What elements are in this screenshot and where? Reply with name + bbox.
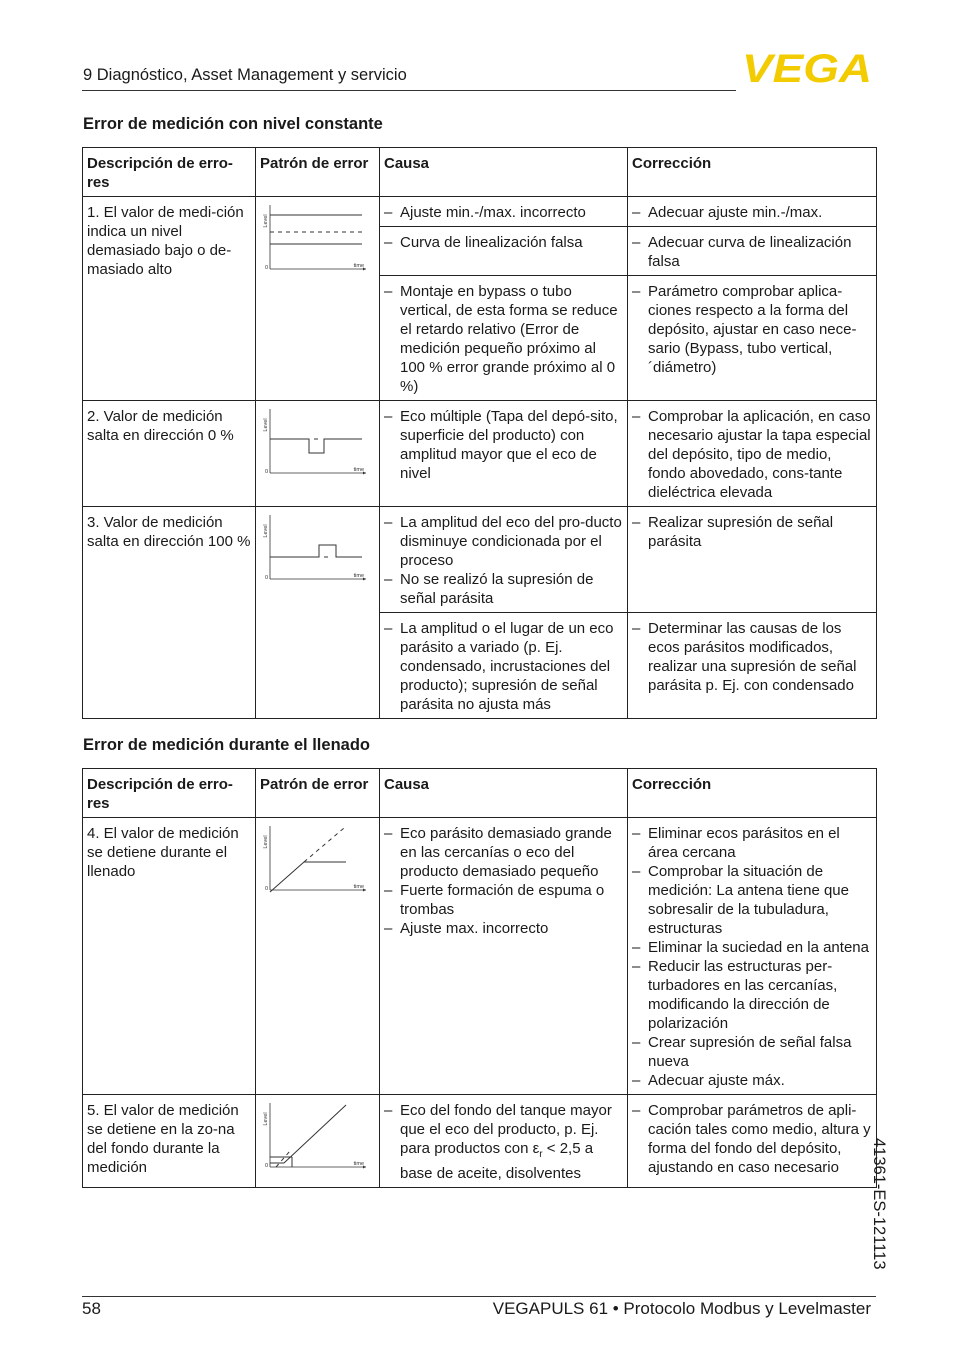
column-header: Descripción de erro-res: [83, 769, 256, 818]
column-header: Causa: [380, 148, 628, 197]
list-item: – Adecuar ajuste máx.: [632, 1071, 872, 1090]
list-item: – Comprobar la situación de medición: La antena tiene que sobresalir de la tubuladura, estructuras: [632, 862, 872, 938]
list-item: – Ajuste min.-/max. incorrecto: [384, 203, 623, 222]
cause-cell: [380, 818, 628, 1095]
filling-error-table: [82, 768, 877, 1188]
cause-list: [384, 824, 623, 938]
pattern-line: [284, 1105, 346, 1163]
y-axis-label: Level: [263, 524, 269, 538]
correction-cell: [628, 613, 877, 719]
vega-logo: [742, 47, 874, 91]
cause-cell: [380, 276, 628, 401]
list-item: – Determinar las causas de los ecos parásitos modificados, realizar una supresión de señal parásita p. Ej. con condensado: [632, 619, 872, 695]
x-axis-label: time: [353, 467, 364, 473]
table-row: [83, 507, 877, 613]
pattern-line: [270, 545, 362, 557]
error-pattern-graph: [264, 511, 372, 589]
cause-list: [384, 1101, 623, 1183]
list-item: – Fuerte formación de espuma o trombas: [384, 881, 623, 919]
column-header: Corrección: [628, 148, 877, 197]
error-pattern: [256, 401, 380, 507]
correction-list: [632, 513, 872, 551]
list-item: – Parámetro comprobar aplica-ciones respecto a la forma del depósito, ajustar en caso nece-sario (Bypass, tubo vertical, ´diámetro): [632, 282, 872, 377]
column-header: Patrón de error: [256, 769, 380, 818]
pattern-line: [270, 439, 362, 453]
list-item: – La amplitud o el lugar de un eco parásito a variado (p. Ej. condensado, incrustaciones del producto); supresión de señal parásita no ajusta más: [384, 619, 623, 714]
cause-list: [384, 619, 623, 714]
table-header-row: [83, 769, 877, 818]
list-item: – Comprobar parámetros de apli-cación tales como medio, altura y forma del fondo del depósito, ajustando en caso necesario: [632, 1101, 872, 1177]
footer-rule: [82, 1296, 876, 1297]
correction-cell: [628, 401, 877, 507]
y-axis-label: Level: [263, 418, 269, 432]
constant-level-error-table: [82, 147, 877, 719]
list-item: – Reducir las estructuras per-turbadores en las cercanías, modificando la dirección de polarización: [632, 957, 872, 1033]
error-pattern-graph: [264, 405, 372, 483]
cause-list: [384, 407, 623, 483]
cause-list: [384, 233, 623, 252]
list-item: – Eco del fondo del tanque mayor que el eco del producto, p. Ej. para productos con $\varepsilon_r < 2,5$ a base de aceite, disolventes: [384, 1101, 623, 1183]
chapter-header: 9 Diagnóstico, Asset Management y servicio: [83, 66, 407, 84]
origin-label: 0: [265, 469, 269, 475]
origin-label: 0: [265, 1163, 269, 1169]
column-header: Patrón de error: [256, 148, 380, 197]
correction-cell: [628, 507, 877, 613]
pattern-line: [304, 828, 344, 862]
list-item: – Comprobar la aplicación, en caso necesario ajustar la tapa especial del depósito, tipo de medio, fondo abovedado, cons-tante dieléctrica elevada: [632, 407, 872, 502]
column-header: Descripción de erro-res: [83, 148, 256, 197]
list-item: – Eliminar ecos parásitos en el área cercana: [632, 824, 872, 862]
svg-text:VEGA: VEGA: [742, 47, 872, 91]
x-axis-label: time: [353, 884, 364, 890]
table-row: [83, 1095, 877, 1188]
list-item: – Curva de linealización falsa: [384, 233, 623, 252]
pattern-line: [270, 862, 346, 892]
x-axis-label: time: [353, 263, 364, 269]
cause-cell: [380, 227, 628, 276]
section-title-filling: Error de medición durante el llenado: [83, 736, 370, 754]
error-pattern-graph: [264, 1099, 372, 1177]
column-header: Corrección: [628, 769, 877, 818]
table-row: [83, 818, 877, 1095]
correction-cell: [628, 197, 877, 227]
table-header-row: [83, 148, 877, 197]
error-pattern: [256, 197, 380, 401]
header-rule: [82, 90, 736, 91]
error-pattern: [256, 507, 380, 719]
table-row: [83, 401, 877, 507]
section-title-constant-level: Error de medición con nivel constante: [83, 115, 383, 133]
correction-list: [632, 619, 872, 695]
error-description: 3. Valor de medición salta en dirección 100 %: [83, 507, 256, 719]
document-code: 41361-ES-121113: [870, 1138, 888, 1270]
list-item: – Montaje en bypass o tubo vertical, de esta forma se reduce el retardo relativo (Error de medición pequeño próximo al 100 % error grande próximo al 0 %): [384, 282, 623, 396]
cause-cell: [380, 507, 628, 613]
list-item: – Eco parásito demasiado grande en las cercanías o eco del producto demasiado pequeño: [384, 824, 623, 881]
correction-list: [632, 233, 872, 271]
error-pattern-graph: [264, 822, 372, 900]
origin-label: 0: [265, 886, 269, 892]
error-description: 2. Valor de medición salta en dirección 0 %: [83, 401, 256, 507]
cause-list: [384, 203, 623, 222]
correction-list: [632, 282, 872, 377]
list-item: – Adecuar ajuste min.-/max.: [632, 203, 872, 222]
error-description: 1. El valor de medi-ción indica un nivel demasiado bajo o de-masiado alto: [83, 197, 256, 401]
origin-label: 0: [265, 575, 269, 581]
document-title: VEGAPULS 61 • Protocolo Modbus y Levelmaster: [492, 1299, 871, 1318]
error-pattern: [256, 1095, 380, 1188]
error-pattern: [256, 818, 380, 1095]
correction-cell: [628, 227, 877, 276]
list-item: – Crear supresión de señal falsa nueva: [632, 1033, 872, 1071]
correction-cell: [628, 1095, 877, 1188]
error-description: 4. El valor de medición se detiene durante el llenado: [83, 818, 256, 1095]
cause-list: [384, 282, 623, 396]
correction-list: [632, 407, 872, 502]
origin-label: 0: [265, 265, 269, 271]
correction-cell: [628, 818, 877, 1095]
cause-cell: [380, 401, 628, 507]
list-item: – Ajuste max. incorrecto: [384, 919, 623, 938]
page-number: 58: [82, 1299, 101, 1318]
cause-cell: [380, 1095, 628, 1188]
list-item: – La amplitud del eco del pro-ducto disminuye condicionada por el proceso: [384, 513, 623, 570]
column-header: Causa: [380, 769, 628, 818]
error-pattern-graph: [264, 201, 372, 279]
list-item: – Eliminar la suciedad en la antena: [632, 938, 872, 957]
error-description: 5. El valor de medición se detiene en la zo-na del fondo durante la medición: [83, 1095, 256, 1188]
cause-cell: [380, 197, 628, 227]
list-item: – Adecuar curva de linealización falsa: [632, 233, 872, 271]
table-row: [83, 197, 877, 227]
cause-list: [384, 513, 623, 608]
correction-cell: [628, 276, 877, 401]
list-item: – No se realizó la supresión de señal parásita: [384, 570, 623, 608]
list-item: – Eco múltiple (Tapa del depó-sito, superficie del producto) con amplitud mayor que el eco de nivel: [384, 407, 623, 483]
correction-list: [632, 824, 872, 1090]
correction-list: [632, 1101, 872, 1177]
x-axis-label: time: [353, 573, 364, 579]
y-axis-label: Level: [263, 1112, 269, 1126]
list-item: – Realizar supresión de señal parásita: [632, 513, 872, 551]
y-axis-label: Level: [263, 214, 269, 228]
correction-list: [632, 203, 872, 222]
y-axis-label: Level: [263, 835, 269, 849]
x-axis-label: time: [353, 1161, 364, 1167]
cause-cell: [380, 613, 628, 719]
